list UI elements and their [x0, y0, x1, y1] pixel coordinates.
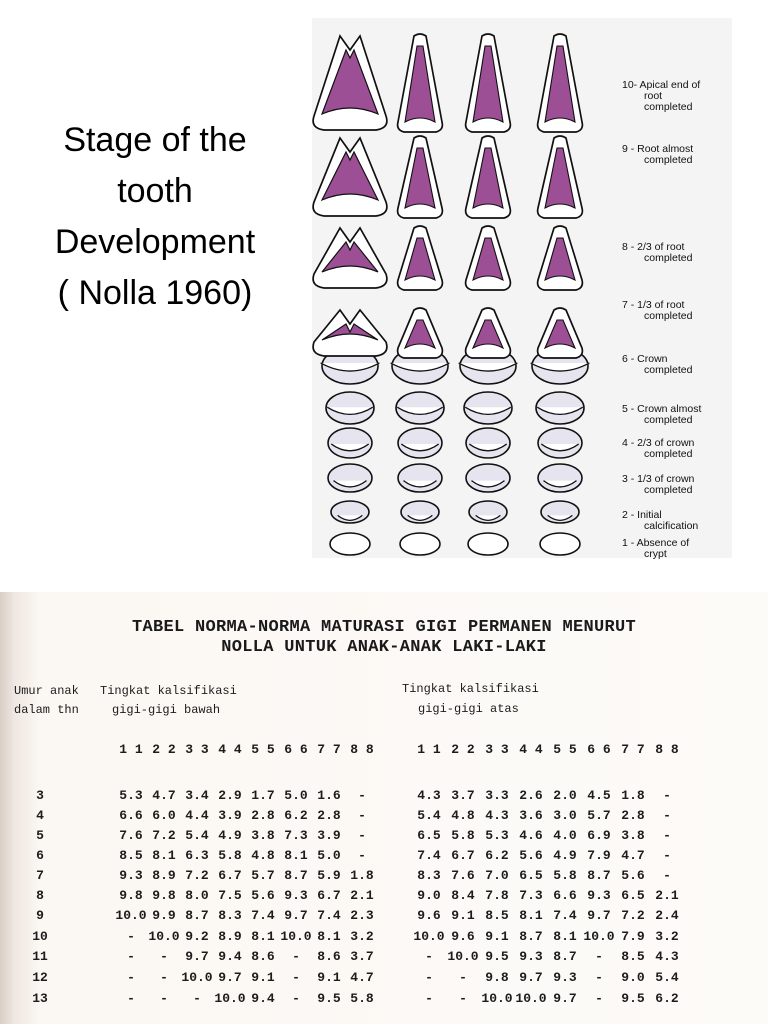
stage-label-subtext: completed — [644, 364, 693, 376]
upper-stage-cell: - — [459, 991, 467, 1006]
lower-stage-cell: 9.4 — [251, 991, 275, 1006]
stage-label-subtext: completed — [644, 448, 693, 460]
tooth-number-upper: 8 8 — [655, 742, 679, 757]
lower-stage-cell: 9.7 — [218, 970, 242, 985]
upper-stage-cell: 10.0 — [447, 949, 479, 964]
stage-label-4 — [622, 438, 732, 460]
upper-stage-cell: 7.2 — [621, 908, 645, 923]
upper-stage-cell: 5.8 — [451, 828, 475, 843]
upper-stage-cell: 7.8 — [485, 888, 509, 903]
lower-stage-cell: 3.7 — [350, 949, 374, 964]
upper-stage-cell: - — [425, 991, 433, 1006]
lower-stage-cell: 8.7 — [284, 868, 308, 883]
crypt-stage-1 — [400, 533, 440, 555]
lower-stage-cell: 3.9 — [218, 808, 242, 823]
lower-stage-cell: 7.2 — [185, 868, 209, 883]
lower-stage-cell: - — [358, 788, 366, 803]
lower-stage-cell: - — [292, 991, 300, 1006]
upper-stage-cell: 9.0 — [417, 888, 441, 903]
lower-stage-cell: 8.1 — [317, 929, 341, 944]
lower-stage-cell: 6.6 — [119, 808, 143, 823]
upper-stage-cell: 9.3 — [587, 888, 611, 903]
lower-header: Tingkat kalsifikasi — [100, 684, 237, 698]
lower-stage-cell: 4.7 — [350, 970, 374, 985]
lower-stage-cell: 4.4 — [185, 808, 209, 823]
lower-stage-cell: 9.5 — [317, 991, 341, 1006]
stage-label-subtext: completed — [644, 484, 693, 496]
stage-label-title: 4 - 2/3 of crown — [622, 437, 695, 449]
lower-stage-cell: 8.1 — [284, 848, 308, 863]
lower-stage-cell: 5.0 — [284, 788, 308, 803]
lower-stage-cell: 9.8 — [152, 888, 176, 903]
upper-stage-cell: 10.0 — [413, 929, 445, 944]
lower-stage-cell: 9.9 — [152, 908, 176, 923]
upper-stage-cell: 6.9 — [587, 828, 611, 843]
crypt-stage-1 — [468, 533, 508, 555]
lower-stage-cell: - — [160, 991, 168, 1006]
lower-stage-cell: 3.9 — [317, 828, 341, 843]
upper-stage-cell: 8.1 — [553, 929, 577, 944]
tooth-number-lower: 5 5 — [251, 742, 275, 757]
upper-stage-cell: 4.9 — [553, 848, 577, 863]
age-cell: 8 — [36, 888, 44, 903]
upper-stage-cell: 9.5 — [621, 991, 645, 1006]
upper-stage-cell: 9.3 — [519, 949, 543, 964]
age-cell: 6 — [36, 848, 44, 863]
age-cell: 13 — [32, 991, 48, 1006]
stage-label-subtext: calcification — [644, 520, 699, 532]
upper-stage-cell: 3.3 — [485, 788, 509, 803]
lower-stage-cell: - — [127, 929, 135, 944]
lower-stage-cell: 10.0 — [115, 908, 147, 923]
lower-stage-cell: - — [160, 970, 168, 985]
lower-stage-cell: 2.8 — [251, 808, 275, 823]
upper-stage-cell: 7.4 — [417, 848, 441, 863]
upper-header-2: gigi-gigi atas — [418, 702, 519, 716]
lower-stage-cell: 9.4 — [218, 949, 242, 964]
upper-header: Tingkat kalsifikasi — [402, 682, 539, 696]
table-title: TABEL NORMA-NORMA MATURASI GIGI PERMANEN MENURUT — [131, 618, 637, 637]
lower-stage-cell: 7.2 — [152, 828, 176, 843]
upper-stage-cell: 4.3 — [485, 808, 509, 823]
upper-stage-cell: 4.7 — [621, 848, 645, 863]
upper-stage-cell: 7.0 — [485, 868, 509, 883]
upper-stage-cell: - — [595, 970, 603, 985]
age-header: Umur anak — [14, 684, 79, 698]
slide-title-line: Stage of the — [63, 121, 247, 159]
stage-label-title: 7 - 1/3 of root — [622, 299, 685, 311]
lower-stage-cell: 6.3 — [185, 848, 209, 863]
crypt-stage-4 — [328, 428, 372, 458]
stage-label-1 — [622, 538, 732, 560]
tooth-number-lower: 8 8 — [350, 742, 374, 757]
lower-stage-cell: 4.7 — [152, 788, 176, 803]
stage-label-title: 9 - Root almost — [622, 143, 694, 155]
stage-label-2 — [622, 510, 732, 532]
tooth-number-upper: 7 7 — [621, 742, 645, 757]
age-cell: 10 — [32, 929, 48, 944]
age-cell: 7 — [36, 868, 44, 883]
upper-stage-cell: 2.8 — [621, 808, 645, 823]
upper-stage-cell: 7.9 — [587, 848, 611, 863]
stage-label-title: 10- Apical end of — [622, 79, 701, 91]
stage-label-subtext: completed — [644, 101, 693, 113]
lower-stage-cell: 7.4 — [317, 908, 341, 923]
upper-stage-cell: - — [663, 828, 671, 843]
lower-stage-cell: 10.0 — [214, 991, 246, 1006]
upper-stage-cell: 8.1 — [519, 908, 543, 923]
lower-stage-cell: 4.9 — [218, 828, 242, 843]
upper-stage-cell: 9.7 — [587, 908, 611, 923]
lower-stage-cell: - — [358, 848, 366, 863]
upper-stage-cell: 9.6 — [451, 929, 475, 944]
lower-stage-cell: - — [127, 970, 135, 985]
lower-stage-cell: 3.4 — [185, 788, 209, 803]
lower-stage-cell: 2.8 — [317, 808, 341, 823]
lower-stage-cell: 8.0 — [185, 888, 209, 903]
lower-stage-cell: 2.9 — [218, 788, 242, 803]
crypt-stage-3 — [466, 464, 510, 492]
crypt-stage-4 — [538, 428, 582, 458]
lower-stage-cell: - — [292, 949, 300, 964]
upper-stage-cell: - — [595, 949, 603, 964]
lower-stage-cell: 9.8 — [119, 888, 143, 903]
lower-stage-cell: - — [160, 949, 168, 964]
lower-stage-cell: 2.1 — [350, 888, 374, 903]
lower-stage-cell: 8.1 — [251, 929, 275, 944]
slide-title-line: Development — [54, 223, 256, 261]
upper-stage-cell: 5.6 — [519, 848, 543, 863]
lower-header-2: gigi-gigi bawah — [112, 703, 221, 717]
upper-stage-cell: 4.3 — [417, 788, 441, 803]
upper-stage-cell: 4.5 — [587, 788, 611, 803]
upper-stage-cell: 4.0 — [553, 828, 577, 843]
age-cell: 11 — [32, 949, 48, 964]
upper-stage-cell: 2.0 — [553, 788, 577, 803]
tooth-number-lower: 6 6 — [284, 742, 308, 757]
lower-stage-cell: 8.1 — [152, 848, 176, 863]
age-header-2: dalam thn — [14, 703, 79, 717]
scanned-table-page — [0, 592, 768, 1024]
upper-stage-cell: 8.5 — [621, 949, 645, 964]
stage-label-subtext: completed — [644, 154, 693, 166]
nolla-stages-diagram — [312, 18, 732, 558]
lower-stage-cell: 1.7 — [251, 788, 275, 803]
lower-stage-cell: 10.0 — [280, 929, 312, 944]
upper-stage-cell: 4.6 — [519, 828, 543, 843]
upper-stage-cell: 6.6 — [553, 888, 577, 903]
stage-label-subtext: completed — [644, 252, 693, 264]
lower-stage-cell: 5.8 — [350, 991, 374, 1006]
stage-label-10 — [622, 80, 732, 113]
stage-label-9 — [622, 144, 732, 166]
stage-label-title: 8 - 2/3 of root — [622, 241, 685, 253]
upper-stage-cell: 8.7 — [553, 949, 577, 964]
lower-stage-cell: - — [127, 991, 135, 1006]
lower-stage-cell: 10.0 — [181, 970, 213, 985]
lower-stage-cell: 9.7 — [284, 908, 308, 923]
upper-stage-cell: 5.4 — [655, 970, 679, 985]
upper-stage-cell: 5.3 — [485, 828, 509, 843]
stage-label-title: 6 - Crown — [622, 353, 668, 365]
upper-stage-cell: 9.5 — [485, 949, 509, 964]
lower-stage-cell: 9.7 — [185, 949, 209, 964]
lower-stage-cell: 5.7 — [251, 868, 275, 883]
stage-label-subtext: root — [644, 90, 663, 102]
upper-stage-cell: 8.7 — [587, 868, 611, 883]
tooth-number-lower: 7 7 — [317, 742, 341, 757]
upper-stage-cell: 3.8 — [621, 828, 645, 843]
lower-stage-cell: 9.2 — [185, 929, 209, 944]
crypt-stage-3 — [398, 464, 442, 492]
stage-label-7 — [622, 300, 732, 322]
lower-stage-cell: - — [358, 808, 366, 823]
upper-stage-cell: 9.7 — [519, 970, 543, 985]
upper-stage-cell: 2.1 — [655, 888, 679, 903]
age-cell: 5 — [36, 828, 44, 843]
tooth-number-lower: 4 4 — [218, 742, 242, 757]
upper-stage-cell: 9.0 — [621, 970, 645, 985]
upper-stage-cell: 8.5 — [485, 908, 509, 923]
tooth-number-upper: 6 6 — [587, 742, 611, 757]
stage-label-6 — [622, 354, 732, 376]
age-cell: 12 — [32, 970, 48, 985]
upper-stage-cell: 7.4 — [553, 908, 577, 923]
crypt-stage-4 — [466, 428, 510, 458]
lower-stage-cell: 5.6 — [251, 888, 275, 903]
upper-stage-cell: - — [663, 808, 671, 823]
lower-stage-cell: - — [127, 949, 135, 964]
slide-title — [20, 115, 290, 319]
upper-stage-cell: 2.4 — [655, 908, 679, 923]
lower-stage-cell: 5.0 — [317, 848, 341, 863]
upper-stage-cell: 8.7 — [519, 929, 543, 944]
lower-stage-cell: 7.6 — [119, 828, 143, 843]
age-cell: 3 — [36, 788, 44, 803]
lower-stage-cell: 5.9 — [317, 868, 341, 883]
upper-stage-cell: 6.5 — [519, 868, 543, 883]
crypt-stage-4 — [398, 428, 442, 458]
lower-stage-cell: 1.6 — [317, 788, 341, 803]
upper-stage-cell: 9.1 — [485, 929, 509, 944]
lower-stage-cell: 8.9 — [218, 929, 242, 944]
upper-stage-cell: 10.0 — [481, 991, 513, 1006]
lower-stage-cell: 8.9 — [152, 868, 176, 883]
slide-title-line: ( Nolla 1960) — [57, 274, 253, 312]
lower-stage-cell: 6.7 — [218, 868, 242, 883]
upper-stage-cell: - — [663, 788, 671, 803]
upper-stage-cell: 8.4 — [451, 888, 475, 903]
lower-stage-cell: 8.6 — [317, 949, 341, 964]
tooth-number-upper: 3 3 — [485, 742, 509, 757]
tooth-number-lower: 2 2 — [152, 742, 176, 757]
lower-stage-cell: 9.3 — [284, 888, 308, 903]
stage-label-title: 2 - Initial — [622, 509, 662, 521]
upper-stage-cell: - — [425, 949, 433, 964]
stage-label-title: 1 - Absence of — [622, 537, 690, 549]
lower-stage-cell: - — [193, 991, 201, 1006]
stage-label-subtext: completed — [644, 310, 693, 322]
age-cell: 4 — [36, 808, 44, 823]
tooth-number-upper: 1 1 — [417, 742, 441, 757]
upper-stage-cell: 10.0 — [515, 991, 547, 1006]
age-cell: 9 — [36, 908, 44, 923]
lower-stage-cell: 7.4 — [251, 908, 275, 923]
lower-stage-cell: 10.0 — [148, 929, 180, 944]
upper-stage-cell: 3.2 — [655, 929, 679, 944]
upper-stage-cell: - — [425, 970, 433, 985]
lower-stage-cell: 3.8 — [251, 828, 275, 843]
stage-label-subtext: crypt — [644, 548, 667, 560]
upper-stage-cell: 5.6 — [621, 868, 645, 883]
upper-stage-cell: 9.3 — [553, 970, 577, 985]
upper-stage-cell: 7.6 — [451, 868, 475, 883]
lower-stage-cell: 3.2 — [350, 929, 374, 944]
lower-stage-cell: 2.3 — [350, 908, 374, 923]
lower-stage-cell: - — [292, 970, 300, 985]
upper-stage-cell: - — [459, 970, 467, 985]
lower-stage-cell: 8.7 — [185, 908, 209, 923]
upper-stage-cell: 7.3 — [519, 888, 543, 903]
upper-stage-cell: 8.3 — [417, 868, 441, 883]
tooth-number-upper: 2 2 — [451, 742, 475, 757]
upper-stage-cell: 6.2 — [655, 991, 679, 1006]
upper-stage-cell: 9.7 — [553, 991, 577, 1006]
tooth-number-upper: 4 4 — [519, 742, 543, 757]
upper-stage-cell: 2.6 — [519, 788, 543, 803]
stage-label-3 — [622, 474, 732, 496]
upper-stage-cell: - — [663, 868, 671, 883]
tooth-number-lower: 3 3 — [185, 742, 209, 757]
upper-stage-cell: 6.7 — [451, 848, 475, 863]
lower-stage-cell: 9.3 — [119, 868, 143, 883]
lower-stage-cell: 1.8 — [350, 868, 374, 883]
upper-stage-cell: 6.5 — [417, 828, 441, 843]
tooth-number-lower: 1 1 — [119, 742, 143, 757]
stage-label-8 — [622, 242, 732, 264]
lower-stage-cell: 6.0 — [152, 808, 176, 823]
upper-stage-cell: 10.0 — [583, 929, 615, 944]
upper-stage-cell: - — [663, 848, 671, 863]
stage-label-title: 5 - Crown almost — [622, 403, 702, 415]
lower-stage-cell: 5.3 — [119, 788, 143, 803]
upper-stage-cell: 1.8 — [621, 788, 645, 803]
slide-title-line: tooth — [117, 172, 193, 210]
upper-stage-cell: 5.7 — [587, 808, 611, 823]
upper-stage-cell: 7.9 — [621, 929, 645, 944]
lower-stage-cell: 7.3 — [284, 828, 308, 843]
tooth-number-upper: 5 5 — [553, 742, 577, 757]
lower-stage-cell: 6.2 — [284, 808, 308, 823]
table-subtitle: NOLLA UNTUK ANAK-ANAK LAKI-LAKI — [221, 638, 547, 657]
upper-stage-cell: 4.3 — [655, 949, 679, 964]
lower-stage-cell: 8.3 — [218, 908, 242, 923]
lower-stage-cell: 4.8 — [251, 848, 275, 863]
crypt-stage-3 — [328, 464, 372, 492]
stage-label-title: 3 - 1/3 of crown — [622, 473, 695, 485]
upper-stage-cell: 3.0 — [553, 808, 577, 823]
upper-stage-cell: 6.2 — [485, 848, 509, 863]
upper-stage-cell: 9.6 — [417, 908, 441, 923]
lower-stage-cell: 8.5 — [119, 848, 143, 863]
stage-label-subtext: completed — [644, 414, 693, 426]
upper-stage-cell: 6.5 — [621, 888, 645, 903]
lower-stage-cell: 9.1 — [251, 970, 275, 985]
crypt-stage-1 — [330, 533, 370, 555]
upper-stage-cell: 9.8 — [485, 970, 509, 985]
lower-stage-cell: 5.8 — [218, 848, 242, 863]
upper-stage-cell: 5.4 — [417, 808, 441, 823]
lower-stage-cell: - — [358, 828, 366, 843]
upper-stage-cell: 5.8 — [553, 868, 577, 883]
crypt-stage-3 — [538, 464, 582, 492]
upper-stage-cell: 3.7 — [451, 788, 475, 803]
upper-stage-cell: - — [595, 991, 603, 1006]
upper-stage-cell: 9.1 — [451, 908, 475, 923]
lower-stage-cell: 7.5 — [218, 888, 242, 903]
lower-stage-cell: 5.4 — [185, 828, 209, 843]
lower-stage-cell: 6.7 — [317, 888, 341, 903]
lower-stage-cell: 8.6 — [251, 949, 275, 964]
crypt-stage-1 — [540, 533, 580, 555]
upper-stage-cell: 3.6 — [519, 808, 543, 823]
stage-label-5 — [622, 404, 732, 426]
lower-stage-cell: 9.1 — [317, 970, 341, 985]
upper-stage-cell: 4.8 — [451, 808, 475, 823]
